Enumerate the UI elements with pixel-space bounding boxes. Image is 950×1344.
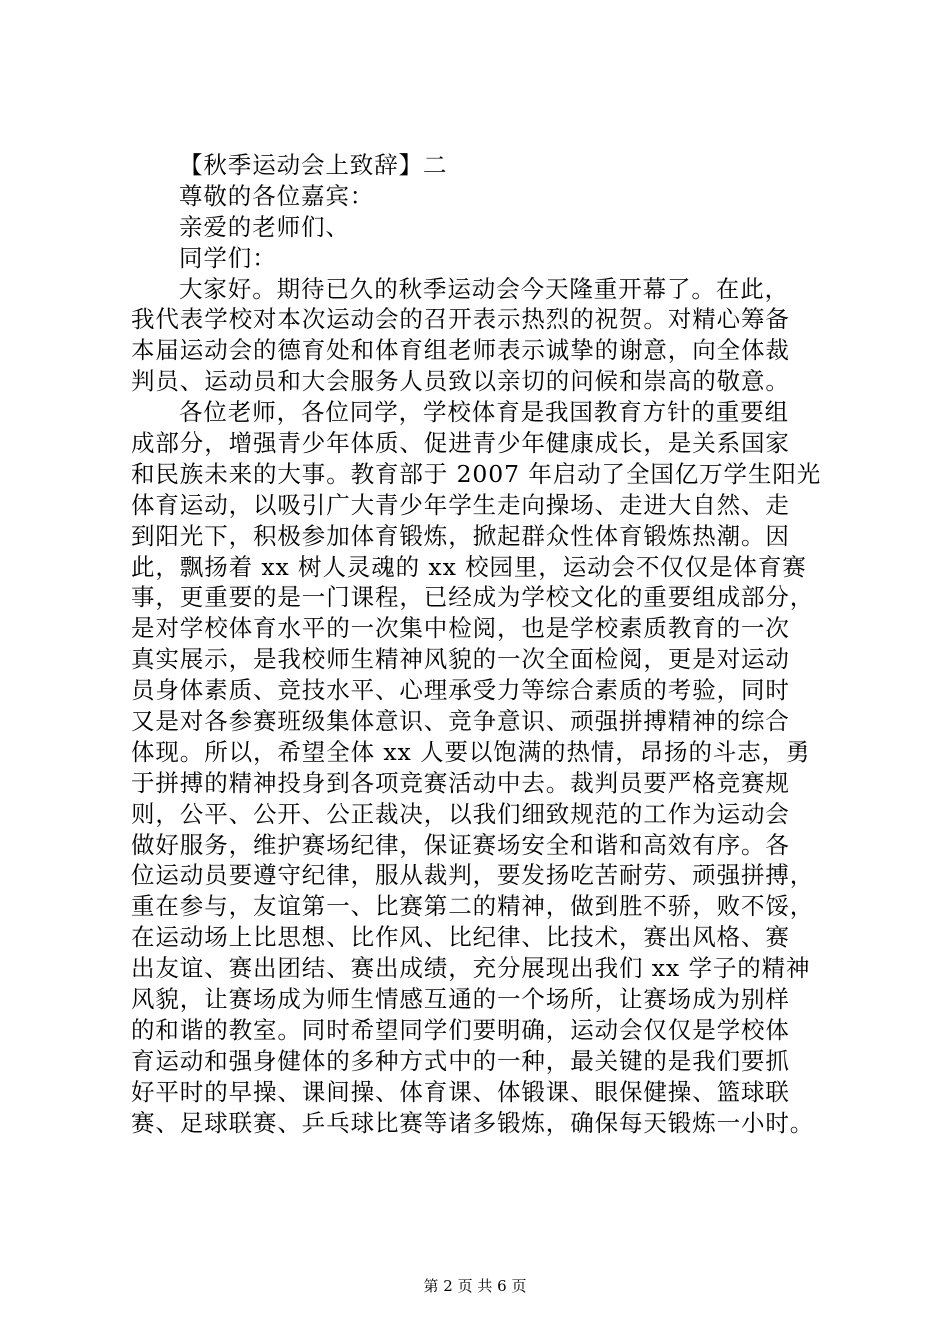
paragraph-line: 在运动场上比思想、比作风、比纪律、比技术，赛出风格、赛	[131, 923, 790, 952]
paragraph-line: 此，飘扬着 xx 树人灵魂的 xx 校园里，运动会不仅仅是体育赛	[131, 552, 807, 581]
paragraph-line: 又是对各参赛班级集体意识、竞争意识、顽强拼搏精神的综合	[131, 707, 790, 736]
paragraph-line: 出友谊、赛出团结、赛出成绩，充分展现出我们 xx 学子的精神	[131, 954, 811, 983]
document-heading: 【秋季运动会上致辞】二	[179, 151, 448, 179]
paragraph-line: 事，更重要的是一门课程，已经成为学校文化的重要组成部分，	[131, 583, 815, 612]
paragraph-line: 位运动员要遵守纪律，服从裁判，要发扬吃苦耐劳、顽强拼搏，	[131, 861, 815, 890]
paragraph-line: 赛、足球联赛、乒乓球比赛等诸多锻炼，确保每天锻炼一小时。	[131, 1108, 815, 1137]
paragraph-line: 本届运动会的德育处和体育组老师表示诚挚的谢意，向全体裁	[131, 336, 790, 365]
paragraph-line: 真实展示，是我校师生精神风貌的一次全面检阅，更是对运动	[131, 645, 790, 674]
paragraph-line: 做好服务，维护赛场纪律，保证赛场安全和谐和高效有序。各	[131, 830, 790, 859]
paragraph-line: 重在参与，友谊第一、比赛第二的精神，做到胜不骄，败不馁，	[131, 892, 815, 921]
paragraph-line: 则，公平、公开、公正裁决，以我们细致规范的工作为运动会	[131, 799, 790, 828]
paragraph-line: 员身体素质、竞技水平、心理承受力等综合素质的考验，同时	[131, 676, 790, 705]
paragraph-line: 是对学校体育水平的一次集中检阅，也是学校素质教育的一次	[131, 614, 790, 643]
paragraph-main	[131, 397, 821, 1138]
paragraph-line: 各位老师，各位同学，学校体育是我国教育方针的重要组	[179, 398, 789, 427]
paragraph-line: 的和谐的教室。同时希望同学们要明确，运动会仅仅是学校体	[131, 1015, 790, 1044]
salutation-students: 同学们：	[179, 243, 277, 272]
paragraph-line: 好平时的早操、课间操、体育课、体锻课、眼保健操、篮球联	[131, 1077, 790, 1106]
paragraph-line: 成部分，增强青少年体质、促进青少年健康成长，是关系国家	[131, 429, 790, 458]
paragraph-line: 和民族未来的大事。教育部于 2007 年启动了全国亿万学生阳光	[131, 459, 822, 488]
document-body	[131, 150, 821, 1139]
paragraph-line: 大家好。期待已久的秋季运动会今天隆重开幕了。在此，	[179, 274, 789, 303]
salutation-guests: 尊敬的各位嘉宾：	[179, 181, 375, 210]
paragraph-line: 于拼搏的精神投身到各项竞赛活动中去。裁判员要严格竞赛规	[131, 768, 790, 797]
paragraph-line: 育运动和强身健体的多种方式中的一种，最关键的是我们要抓	[131, 1046, 790, 1075]
paragraph-line: 判员、运动员和大会服务人员致以亲切的问候和崇高的敬意。	[131, 367, 790, 396]
paragraph-line: 体现。所以，希望全体 xx 人要以饱满的热情，昂扬的斗志，勇	[131, 737, 811, 766]
paragraph-opening	[131, 274, 821, 398]
page-number-footer: 第 2 页 共 6 页	[423, 1277, 527, 1295]
paragraph-line: 到阳光下，积极参加体育锻炼，掀起群众性体育锻炼热潮。因	[131, 521, 790, 550]
paragraph-line: 风貌，让赛场成为师生情感互通的一个场所，让赛场成为别样	[131, 985, 790, 1014]
paragraph-line: 体育运动，以吸引广大青少年学生走向操场、走进大自然、走	[131, 490, 790, 519]
paragraph-line: 我代表学校对本次运动会的召开表示热烈的祝贺。对精心筹备	[131, 305, 790, 334]
salutation-teachers: 亲爱的老师们、	[179, 212, 350, 241]
